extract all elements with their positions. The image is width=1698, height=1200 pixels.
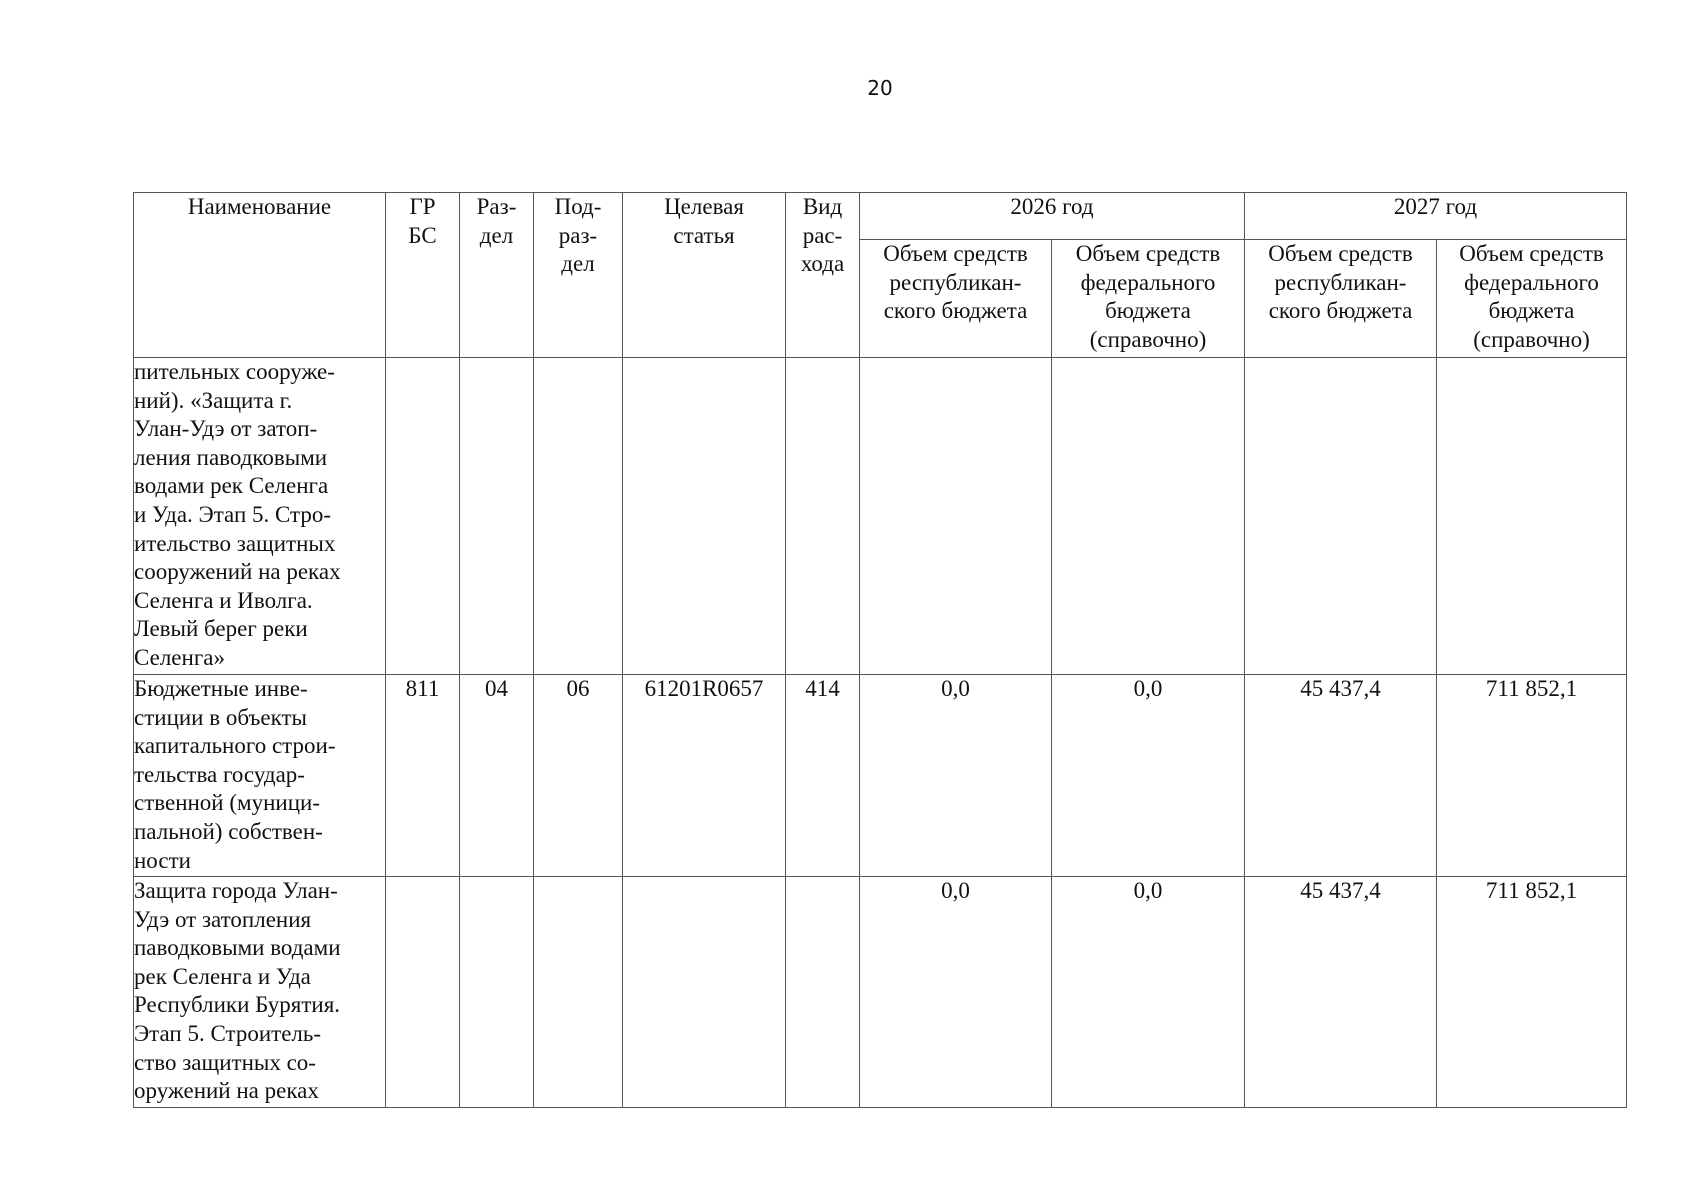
cell-subsection: 06 [534, 675, 623, 877]
cell-2026-federal [1052, 358, 1245, 675]
header-subsection: Под- раз- дел [534, 193, 623, 358]
cell-name: пительных сооруже- ний). «Защита г. Улан-Удэ от затоп- ления паводковыми водами рек Селенга и Уда. Этап 5. Стро- ительство защитных сооружений на реках Селенга и Иволга. Левый берег реки Селенга» [134, 358, 386, 675]
header-year-2026: 2026 год [860, 193, 1245, 240]
header-2026-federal: Объем средств федерального бюджета (справочно) [1052, 240, 1245, 358]
header-expense-type: Вид рас- хода [786, 193, 860, 358]
cell-expense-type [786, 358, 860, 675]
cell-2026-federal: 0,0 [1052, 675, 1245, 877]
cell-2026-republic [860, 358, 1052, 675]
cell-2027-republic [1245, 358, 1437, 675]
cell-grbs: 811 [386, 675, 460, 877]
cell-grbs [386, 877, 460, 1108]
cell-target-article: 61201R0657 [623, 675, 786, 877]
header-2027-federal: Объем средств федерального бюджета (справочно) [1437, 240, 1627, 358]
header-row-top [134, 193, 1627, 240]
cell-expense-type [786, 877, 860, 1108]
header-2026-republic: Объем средств республикан- ского бюджета [860, 240, 1052, 358]
cell-2027-federal: 711 852,1 [1437, 675, 1627, 877]
cell-name: Бюджетные инве- стиции в объекты капитального строи- тельства государ- ственной (муници- пальной) собствен- ности [134, 675, 386, 877]
cell-grbs [386, 358, 460, 675]
cell-section [460, 358, 534, 675]
header-2027-republic: Объем средств республикан- ского бюджета [1245, 240, 1437, 358]
cell-target-article [623, 877, 786, 1108]
header-year-2027: 2027 год [1245, 193, 1627, 240]
header-target-article: Целевая статья [623, 193, 786, 358]
cell-target-article [623, 358, 786, 675]
table-row [134, 877, 1627, 1108]
page-number: 20 [867, 76, 893, 100]
cell-subsection [534, 877, 623, 1108]
cell-2027-federal [1437, 358, 1627, 675]
budget-table [133, 192, 1627, 1108]
cell-section [460, 877, 534, 1108]
header-section: Раз- дел [460, 193, 534, 358]
cell-expense-type: 414 [786, 675, 860, 877]
cell-2027-republic: 45 437,4 [1245, 877, 1437, 1108]
table-row [134, 675, 1627, 877]
cell-2027-republic: 45 437,4 [1245, 675, 1437, 877]
cell-name: Защита города Улан- Удэ от затопления паводковыми водами рек Селенга и Уда Республики Бурятия. Этап 5. Строитель- ство защитных со- оружений на реках [134, 877, 386, 1108]
cell-subsection [534, 358, 623, 675]
header-grbs: ГР БС [386, 193, 460, 358]
cell-2026-republic: 0,0 [860, 877, 1052, 1108]
cell-section: 04 [460, 675, 534, 877]
cell-2026-republic: 0,0 [860, 675, 1052, 877]
cell-2027-federal: 711 852,1 [1437, 877, 1627, 1108]
header-name: Наименование [134, 193, 386, 358]
table-row [134, 358, 1627, 675]
cell-2026-federal: 0,0 [1052, 877, 1245, 1108]
